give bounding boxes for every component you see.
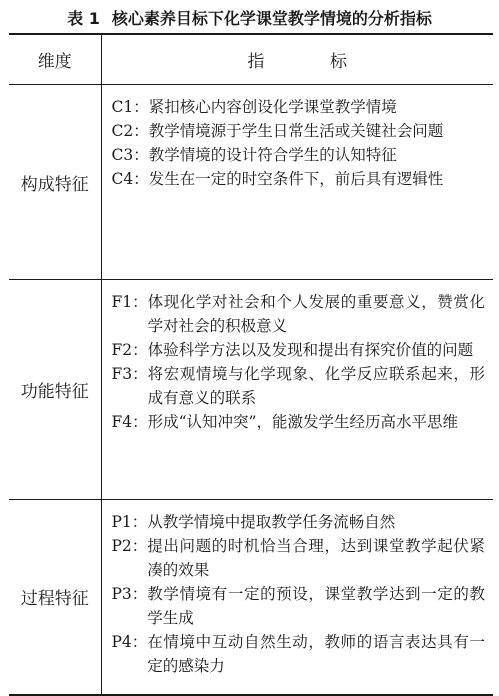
indicator-item bbox=[112, 143, 486, 167]
indicator-item bbox=[112, 119, 486, 143]
indicator-text: 教学情境有一定的预设，课堂教学达到一定的教学生成 bbox=[147, 585, 485, 627]
table-title: 核心素养目标下化学课堂教学情境的分析指标 bbox=[111, 9, 432, 28]
indicator-text: 形成“认知冲突”，能激发学生经历高水平思维 bbox=[147, 413, 458, 431]
indicator-code: P4： bbox=[111, 633, 148, 651]
indicator-code: C3： bbox=[111, 146, 149, 164]
table-row bbox=[9, 85, 493, 280]
table-number: 表 1 bbox=[67, 9, 100, 28]
indicator-code: P1： bbox=[111, 513, 148, 531]
indicator-text: 从教学情境中提取教学任务流畅自然 bbox=[147, 513, 396, 531]
indicator-code: P2： bbox=[111, 537, 148, 555]
indicator-code: C2： bbox=[111, 122, 149, 140]
table-caption bbox=[0, 6, 499, 29]
indicator-text: 体验科学方法以及发现和提出有探究价值的问题 bbox=[147, 341, 474, 359]
indicator-item bbox=[112, 362, 486, 410]
indicator-item bbox=[112, 534, 486, 582]
dimension-cell: 功能特征 bbox=[9, 280, 101, 500]
indicator-item bbox=[112, 95, 486, 119]
indicator-code: C4： bbox=[111, 170, 149, 188]
indicator-text: 发生在一定的时空条件下，前后具有逻辑性 bbox=[148, 170, 444, 188]
indicator-item bbox=[112, 510, 486, 534]
indicator-header bbox=[101, 34, 493, 85]
indicator-cell bbox=[101, 85, 493, 280]
indicator-item bbox=[112, 338, 486, 362]
indicator-text: 在情境中互动自然生动，教师的语言表达具有一定的感染力 bbox=[147, 633, 485, 675]
table-row bbox=[9, 280, 493, 500]
table-row bbox=[9, 500, 493, 695]
indicator-text: 体现化学对社会和个人发展的重要意义，赞赏化学对社会的积极意义 bbox=[147, 293, 485, 335]
indicator-code: F1： bbox=[111, 293, 148, 311]
indicator-item bbox=[112, 582, 486, 630]
dimension-cell: 构成特征 bbox=[9, 85, 101, 280]
indicator-item bbox=[112, 167, 486, 191]
indicator-code: F4： bbox=[111, 413, 148, 431]
indicator-cell bbox=[101, 500, 493, 695]
indicator-text: 紧扣核心内容创设化学课堂教学情境 bbox=[148, 98, 397, 116]
indicator-code: F3： bbox=[111, 365, 148, 383]
dimension-header: 维度 bbox=[9, 34, 101, 85]
indicator-cell bbox=[101, 280, 493, 500]
indicator-item bbox=[112, 410, 486, 434]
indicator-text: 教学情境的设计符合学生的认知特征 bbox=[148, 146, 397, 164]
indicator-text: 将宏观情境与化学现象、化学反应联系起来，形成有意义的联系 bbox=[147, 365, 485, 407]
indicator-item bbox=[112, 290, 486, 338]
dimension-cell: 过程特征 bbox=[9, 500, 101, 695]
indicator-header-label: 指 标 bbox=[247, 52, 377, 72]
analysis-indicator-table bbox=[9, 33, 493, 696]
indicator-item bbox=[112, 630, 486, 678]
indicator-code: C1： bbox=[111, 98, 149, 116]
header-row bbox=[9, 34, 493, 85]
indicator-text: 提出问题的时机恰当合理，达到课堂教学起伏紧凑的效果 bbox=[147, 537, 485, 579]
indicator-code: F2： bbox=[111, 341, 148, 359]
indicator-text: 教学情境源于学生日常生活或关键社会问题 bbox=[148, 122, 444, 140]
indicator-code: P3： bbox=[111, 585, 148, 603]
